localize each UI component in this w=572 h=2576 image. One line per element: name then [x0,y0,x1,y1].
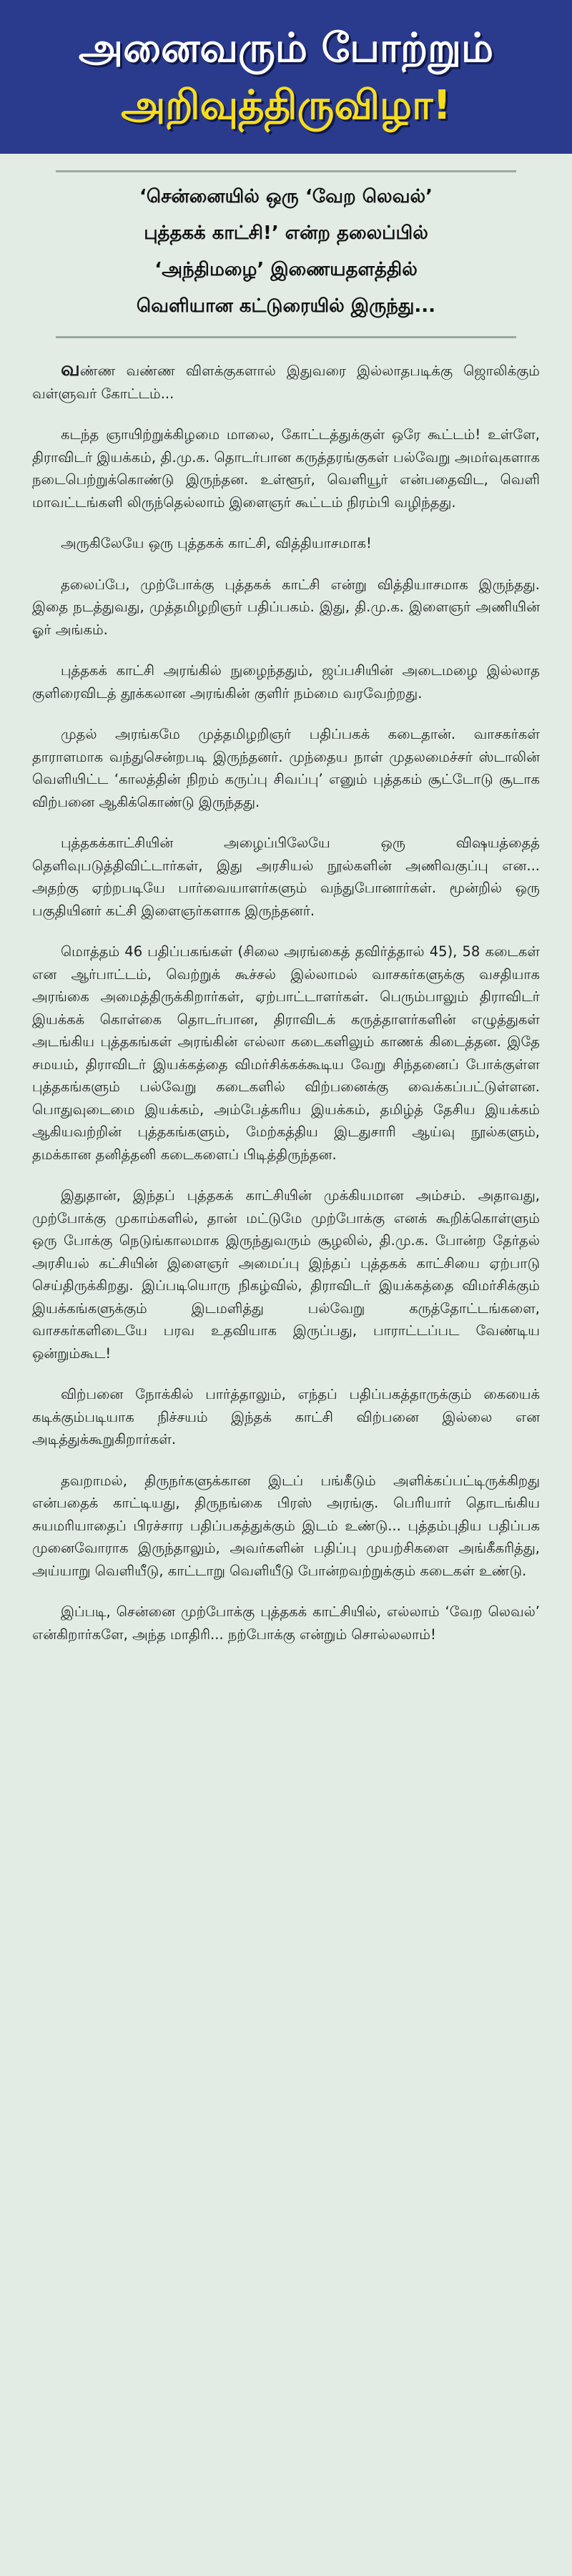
article-paragraph-4: தலைப்பே, முற்போக்கு புத்தகக் காட்சி என்று வித்தியாசமாக இருந்தது. இதை நடத்துவது, முத்தமிழறிஞர் பதிப்பகம். இது, தி.மு.க. இளைஞர் அணியின் ஓர் அங்கம். [32,576,540,638]
article-paragraph-7: புத்தகக்காட்சியின் அழைப்பிலேயே ஒரு விஷயத்தைத் தெளிவுபடுத்திவிட்டார்கள், இது அரசியல் நூல்களின் அணிவகுப்பு என... அதற்கு ஏற்றபடியே பார்வையாளர்களும் வந்துபோனார்கள். மூன்றில் ஒரு பகுதியினர் கட்சி இளைஞர்களாக இருந்தனர். [32,835,540,919]
intro-line-4: வெளியான கட்டுரையில் இருந்து... [136,295,436,317]
header-banner [0,0,572,154]
article-paragraph-3: அருகிலேயே ஒரு புத்தகக் காட்சி, வித்தியாசமாக! [61,535,372,551]
intro-line-1: ‘சென்னையில் ஒரு ‘வேற லெவல்’ [139,186,433,207]
article-paragraph-11: தவறாமல், திருநர்களுக்கான இடப் பங்கீடும் அளிக்கப்பட்டிருக்கிறது என்பதைக் காட்டியது, திருநங்கை பிரஸ் அரங்கு. பெரியார் தொடங்கிய சுயமரியாதைப் பிரச்சார பதிப்பகத்துக்கும் இடம் உண்டு... புத்தம்புதிய பதிப்பக முனைவோராக இருந்தாலும், அவர்களின் பதிப்பு முயற்சிகளை அங்கீகரித்து, அய்யாறு வெளியீடு, காட்டாறு வெளியீடு போன்றவற்றுக்கும் கடைகள் உண்டு. [32,1472,540,1579]
intro-top-rule [56,170,516,172]
paragraph-text: ண்ண வண்ண விளக்குகளால் இதுவரை இல்லாதபடிக்கு ஜொலிக்கும் வள்ளுவர் கோட்டம்... [32,363,540,402]
intro-line-2: புத்தகக் காட்சி!’ என்ற தலைப்பில் [144,222,428,244]
article-paragraph-10: விற்பனை நோக்கில் பார்த்தாலும், எந்தப் பதிப்பகத்தாருக்கும் கையைக் கடிக்கும்படியாக நிச்சயம் இந்தக் காட்சி விற்பனை இல்லை என அடித்துக்கூறுகிறார்கள். [32,1386,540,1447]
article-paragraph-8: மொத்தம் 46 பதிப்பகங்கள் (சிலை அரங்கைத் தவிர்த்தால் 45), 58 கடைகள் என ஆர்பாட்டம், வெற்றுக் கூச்சல் இல்லாமல் வாசகர்களுக்கு வசதியாக அரங்கை அமைத்திருக்கிறார்கள், ஏற்பாட்டாளர்கள். பெரும்பாலும் திராவிடர் இயக்கக் கொள்கை தொடர்பான, திராவிடக் கருத்தாளர்களின் எழுத்துகள் அடங்கிய புத்தகங்கள் அரங்கின் எல்லா கடைகளிலும் காணக் கிடைத்தன. இதே சமயம், திராவிடர் இயக்கத்தை விமர்சிக்கக்கூடிய வேறு சிந்தனைப் போக்குள்ள புத்தகங்களும் பல்வேறு கடைகளில் விற்பனைக்கு வைக்கப்பட்டுள்ளன. பொதுவுடைமை இயக்கம், அம்பேத்கரிய இயக்கம், தமிழ்த் தேசிய இயக்கம் ஆகியவற்றின் புத்தகங்களும், மேற்கத்திய இடதுசாரி ஆய்வு நூல்களும், தமக்கான தனித்தனி கடைகளைப் பிடித்திருந்தன. [32,943,540,1163]
drop-cap: வ [61,357,80,380]
article-paragraph-6: முதல் அரங்கமே முத்தமிழறிஞர் பதிப்பகக் கடைதான். வாசகர்கள் தாராளமாக வந்துசென்றபடி இருந்தனர். முந்தைய நாள் முதலமைச்சர் ஸ்டாலின் வெளியிட்ட ‘காலத்தின் நிறம் கருப்பு சிவப்பு’ எனும் புத்தகம் சூட்டோடு சூடாக விற்பனை ஆகிக்கொண்டு இருந்தது. [32,726,540,810]
intro-line-3: ‘அந்திமழை’ இணையதளத்தில் [154,259,418,280]
banner-subtitle: அறிவுத்திருவிழா! [121,82,451,129]
article-paragraph-2: கடந்த ஞாயிற்றுக்கிழமை மாலை, கோட்டத்துக்குள் ஒரே கூட்டம்! உள்ளே, திராவிடர் இயக்கம், தி.மு.க. தொடர்பான கருத்தரங்குகள் பல்வேறு அமர்வுகளாக நடைபெற்றுக்கொண்டு இருந்தன. உள்ளூர், வெளியூர் என்பதைவிட, வெளி மாவட்டங்களி லிருந்தெல்லாம் இளைஞர் கூட்டம் நிரம்பி வழிந்தது. [32,426,540,511]
banner-title: அனைவரும் போற்றும் [78,24,494,72]
article-paragraph-5: புத்தகக் காட்சி அரங்கில் நுழைந்ததும், ஜப்பசியின் அடைமழை இல்லாத குளிரைவிடத் தூக்கலான அரங்கின் குளிர் நம்மை வரவேற்றது. [32,662,540,702]
intro-block [0,179,572,333]
article-paragraph-12: இப்படி, சென்னை முற்போக்கு புத்தகக் காட்சியில், எல்லாம் ‘வேற லெவல்’ என்கிறார்களே, அந்த மாதிரி... நற்போக்கு என்றும் சொல்லலாம்! [32,1603,540,1643]
article-paragraph-9: இதுதான், இந்தப் புத்தகக் காட்சியின் முக்கியமான அம்சம். அதாவது, முற்போக்கு முகாம்களில், தான் மட்டுமே முற்போக்கு எனக் கூறிக்கொள்ளும் ஒரு போக்கு நெடுங்காலமாக இருந்துவரும் சூழலில், தி.மு.க. போன்ற தேர்தல் அரசியல் கட்சியின் இளைஞர் அமைப்பு இந்தப் புத்தகக் காட்சியை ஏற்பாடு செய்திருக்கிறது. இப்படியொரு நிகழ்வில், திராவிடர் இயக்கத்தை விமர்சிக்கும் இயக்கங்களுக்கும் இடமளித்து பல்வேறு கருத்தோட்டங்களை, வாசகர்களிடையே பரவ உதவியாக இருப்பது, பாராட்டப்பட வேண்டிய ஒன்றும்கூட! [32,1187,540,1362]
article-paragraph-1 [32,358,540,405]
article-body [32,358,540,1664]
intro-bottom-rule [56,336,516,338]
